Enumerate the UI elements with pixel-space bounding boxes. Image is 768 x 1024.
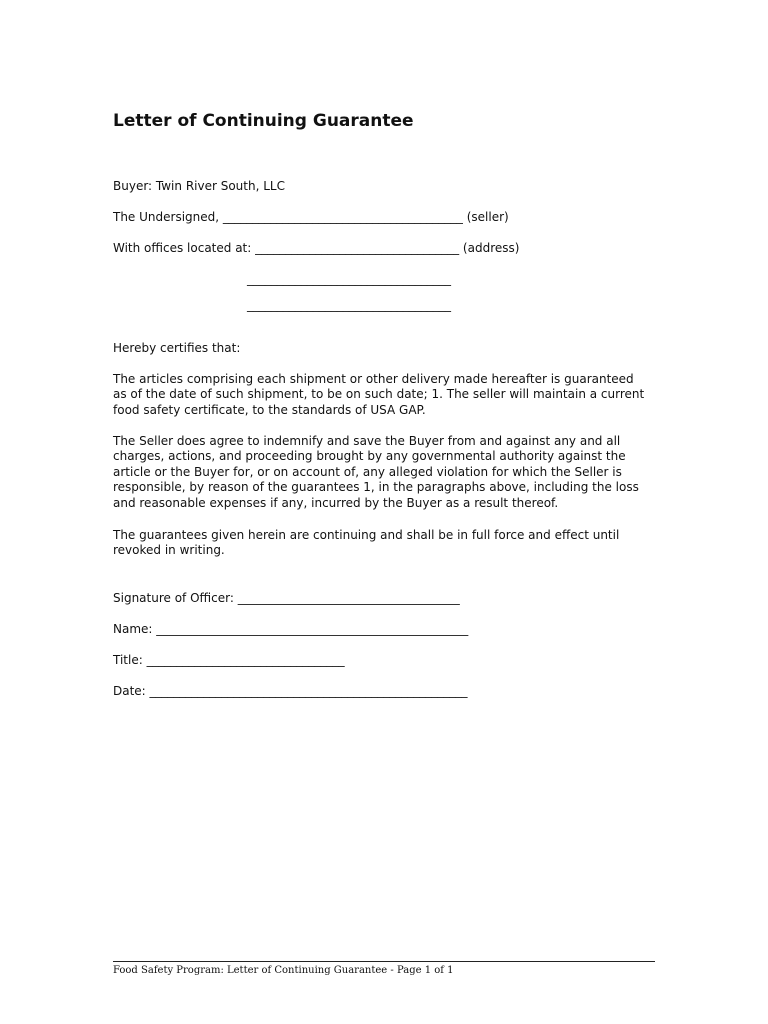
undersigned-seller-line: The Undersigned, ________________________________________ (seller) xyxy=(113,210,509,224)
hereby-certifies-line: Hereby certifies that: xyxy=(113,341,241,355)
name-line: Name: ____________________________________________________ xyxy=(113,622,469,636)
title-line: Title: _________________________________ xyxy=(113,653,345,667)
offices-address-line: With offices located at: __________________________________ (address) xyxy=(113,241,520,255)
guarantee-paragraph: The articles comprising each shipment or other delivery made hereafter is guaranteed as of the date of such shipment, to be on such date; 1. The seller will maintain a current food safety certificate, to the standards of USA GAP. xyxy=(113,372,645,417)
address-blank-line-1: __________________________________ xyxy=(247,272,451,286)
indemnify-paragraph: The Seller does agree to indemnify and save the Buyer from and against any and all charges, actions, and proceeding brought by any governmental authority against the article or the Buyer for, or on account of, any alleged violation for which the Seller is responsible, by reason of the guarantees 1, in the paragraphs above, including the loss and reasonable expenses if any, incurred by the Buyer as a result thereof. xyxy=(113,434,639,510)
footer-divider xyxy=(113,961,655,962)
document-title: Letter of Continuing Guarantee xyxy=(113,111,414,131)
signature-line: Signature of Officer: _____________________________________ xyxy=(113,591,460,605)
continuing-paragraph: The guarantees given herein are continuing and shall be in full force and effect until revoked in writing. xyxy=(113,528,620,558)
address-blank-line-2: __________________________________ xyxy=(247,298,451,312)
buyer-line: Buyer: Twin River South, LLC xyxy=(113,179,285,193)
footer-text: Food Safety Program: Letter of Continuing Guarantee - Page 1 of 1 xyxy=(113,965,454,976)
date-line: Date: _____________________________________________________ xyxy=(113,684,468,698)
